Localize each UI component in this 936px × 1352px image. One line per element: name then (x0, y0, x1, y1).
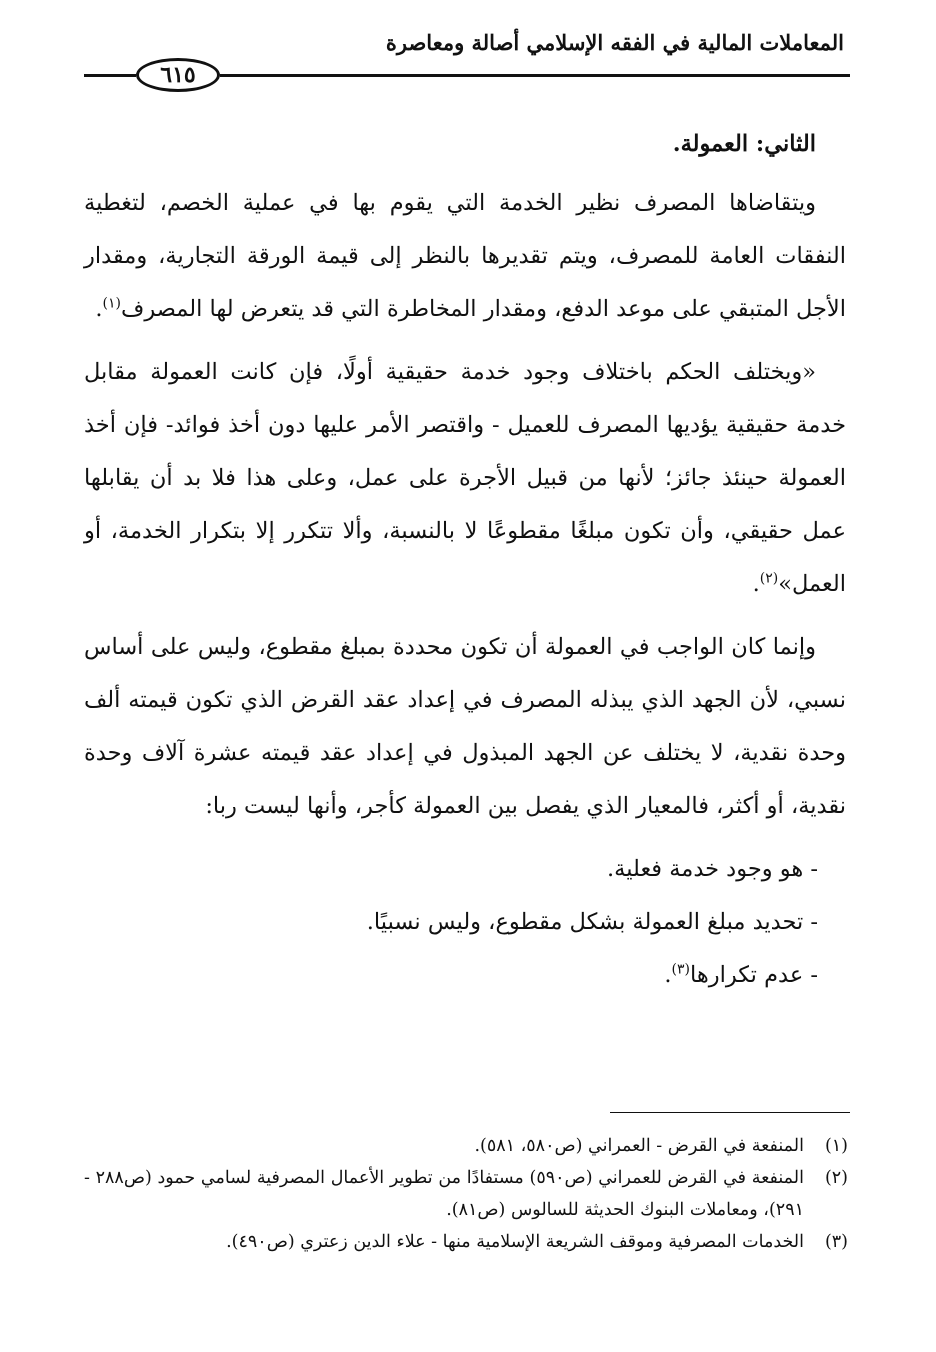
footnote-item (84, 1226, 848, 1258)
page-number-badge: ٦١٥ (136, 58, 220, 92)
list-item: - هو وجود خدمة فعلية. (606, 856, 818, 882)
footnote-separator (610, 1112, 850, 1113)
footnote-number: (٢) (824, 1168, 848, 1188)
paragraph-1-text: ويتقاضاها المصرف نظير الخدمة التي يقوم بها في عملية الخصم، لتغطية النفقات العامة للمصرف، ويتم تقديرها بالنظر إلى قيمة الورقة التجارية، ومقدار الأجل المتبقي على موعد الدفع، ومقدار المخاطرة التي قد يتعرض لها المصرف (84, 190, 846, 322)
header-rule (220, 74, 850, 77)
criteria-list (84, 843, 846, 1002)
footnote-ref-1[interactable]: (١) (102, 295, 121, 312)
paragraph-3 (84, 621, 846, 833)
header-rule-left (84, 74, 136, 77)
list-item-text: - عدم تكرارها (689, 962, 818, 988)
paragraph-2-text: «ويختلف الحكم باختلاف وجود خدمة حقيقية أولًا، فإن كانت العمولة مقابل خدمة حقيقية يؤديها المصرف للعميل - واقتصر الأمر عليها دون أخذ فوائد- فإن أخذ العمولة حينئذ جائز؛ لأنها من قبيل الأجرة على عمل، وعلى هذا فلا بد أن يقابلها عمل حقيقي، وأن تكون مبلغًا مقطوعًا لا بالنسبة، وألا تتكرر إلا بتكرار الخدمة، أو العمل» (84, 359, 846, 597)
footnote-number: (٣) (824, 1232, 848, 1252)
footnote-item (84, 1130, 848, 1162)
footnote-text: المنفعة في القرض - العمراني (ص٥٨٠، ٥٨١). (474, 1136, 804, 1156)
section-subheading: الثاني: العمولة. (672, 131, 816, 157)
footnote-text: الخدمات المصرفية وموقف الشريعة الإسلامية منها - علاء الدين زعتري (ص٤٩٠). (226, 1232, 804, 1252)
main-text (84, 118, 846, 1002)
footnote-number: (١) (824, 1136, 848, 1156)
footnote-text: المنفعة في القرض للعمراني (ص٥٩٠) مستفادًا من تطوير الأعمال المصرفية لسامي حمود (ص٢٨٨ - ٢٩١)، ومعاملات البنوك الحديثة للسالوس (ص٨١). (84, 1168, 804, 1220)
paragraph-1: ويتقاضاها المصرف نظير الخدمة التي يقوم بها في عملية الخصم، لتغطية النفقات العامة للمصرف، ويتم تقديرها بالنظر إلى قيمة الورقة التجارية، ومقدار الأجل المتبقي على موعد الدفع، ومقدار المخاطرة التي قد يتعرض لها المصرف$^{(١)}$. (84, 190, 846, 322)
list-item-last: - عدم تكرارها$^{(٣)}$. (664, 961, 818, 988)
running-header-title: المعاملات المالية في الفقه الإسلامي أصالة ومعاصرة (385, 30, 844, 55)
paragraph-2: «ويختلف الحكم باختلاف وجود خدمة حقيقية أولًا، فإن كانت العمولة مقابل خدمة حقيقية يؤديها المصرف للعميل - واقتصر الأمر عليها دون أخذ فوائد- فإن أخذ العمولة حينئذ جائز؛ لأنها من قبيل الأجرة على عمل، وعلى هذا فلا بد أن يقابلها عمل حقيقي، وأن تكون مبلغًا مقطوعًا لا بالنسبة، وألا تتكرر إلا بتكرار الخدمة، أو العمل»$^{(٢)}$. (84, 359, 846, 597)
footnote-ref-2[interactable]: (٢) (759, 570, 779, 587)
footnote-ref-3[interactable]: (٣) (671, 961, 690, 978)
list-item: - تحديد مبلغ العمولة بشكل مقطوع، وليس نسبيًا. (366, 909, 818, 935)
footnotes (84, 1130, 848, 1258)
footnote-item (84, 1162, 848, 1226)
paragraph-3-text: وإنما كان الواجب في العمولة أن تكون محددة بمبلغ مقطوع، وليس على أساس نسبي، لأن الجهد الذي يبذله المصرف في إعداد عقد القرض الذي تكون قيمته ألف وحدة نقدية، لا يختلف عن الجهد المبذول في إعداد عقد قيمته عشرة آلاف وحدة نقدية، أو أكثر، فالمعيار الذي يفصل بين العمولة كأجر، وأنها ليست ربا: (84, 634, 846, 819)
